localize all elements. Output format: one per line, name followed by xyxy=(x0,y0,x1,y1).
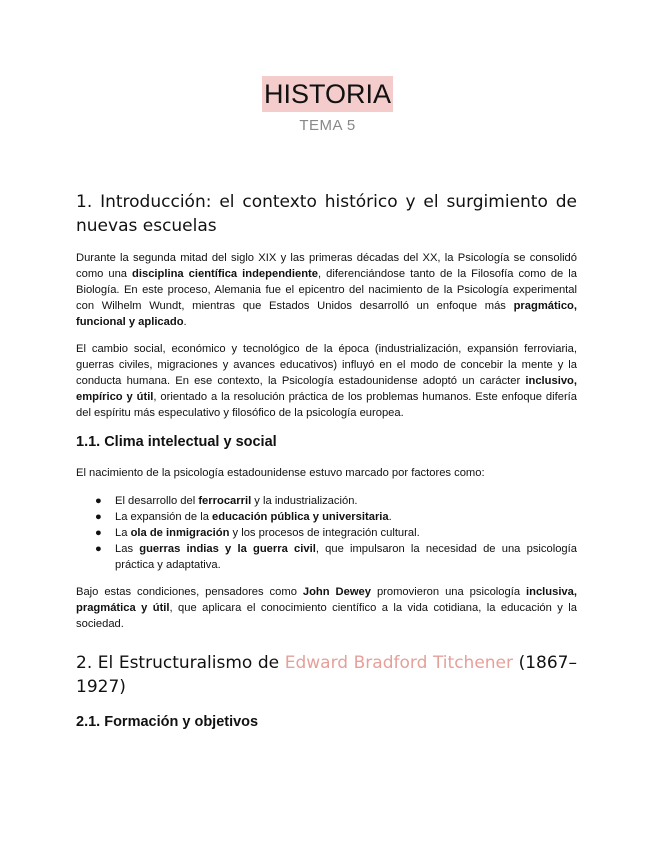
list-item-text: y los procesos de integración cultural. xyxy=(229,527,420,539)
bullet-icon: ● xyxy=(95,543,102,555)
p1-text-a: Durante la segunda mitad del siglo XIX y las primeras décadas del XX, la Psicología se consolidó como una xyxy=(76,252,577,280)
p1-text-b: , diferenciándose tanto de la Filosofía como de la Biología. En este proceso, Alemania fue el epicentro del nacimiento de la Psicología experimental con Wilhelm Wundt, mientras que Estados Unidos desarrolló un enfoque más xyxy=(76,268,577,312)
p2-bold-a: inclusivo, empírico y útil xyxy=(76,375,577,403)
list-item xyxy=(76,525,577,541)
title-wrapper xyxy=(0,76,655,112)
bullet-icon: ● xyxy=(95,495,102,507)
closing-text-a: Bajo estas condiciones, pensadores como xyxy=(76,586,303,598)
list-item-text: Las xyxy=(115,543,140,555)
section-2-heading-suffix: (1867–1927) xyxy=(76,653,577,697)
closing-text-c: , que aplicara el conocimiento científico a la vida cotidiana, la educación y la sociedad. xyxy=(76,602,578,630)
list-item-bold: guerras indias y la guerra civil xyxy=(139,543,316,555)
section-1-heading: 1. Introducción: el contexto histórico y el surgimiento de nuevas escuelas xyxy=(76,192,577,236)
section-2-heading-prefix: 2. El Estructuralismo de xyxy=(76,653,285,673)
section-1-1-intro: El nacimiento de la psicología estadounidense estuvo marcado por factores como: xyxy=(76,467,485,479)
list-item-text: La expansión de la xyxy=(115,511,213,523)
factors-list xyxy=(76,493,577,573)
list-item-bold: ola de inmigración xyxy=(130,527,230,539)
list-item-text: , que impulsaron la necesidad de una psicología práctica y adaptativa. xyxy=(115,543,577,571)
section-2-heading-name: Edward Bradford Titchener xyxy=(284,653,514,673)
bullet-icon: ● xyxy=(95,511,102,523)
list-item-text: . xyxy=(388,511,392,523)
p1-bold-b: pragmático, funcional y aplicado xyxy=(76,300,577,328)
section-2-heading xyxy=(76,651,577,699)
page-subtitle: TEMA 5 xyxy=(299,117,356,134)
list-item xyxy=(76,493,577,509)
list-item xyxy=(76,541,577,573)
list-item-text: La xyxy=(115,527,131,539)
p1-text-c: . xyxy=(183,316,187,328)
list-item-bold: ferrocarril xyxy=(198,495,252,507)
p2-text-a: El cambio social, económico y tecnológico de la época (industrialización, expansión ferroviaria, guerras civiles, migraciones y avances educativos) influyó en el modo de concebir la mente y la conducta humana. En ese contexto, la Psicología estadounidense adoptó un carácter xyxy=(76,343,577,387)
section-1-1-closing xyxy=(76,584,577,632)
closing-bold-b: inclusiva, pragmática y útil xyxy=(76,586,577,614)
bullet-icon: ● xyxy=(95,527,102,539)
list-item-text: y la industrialización. xyxy=(251,495,358,507)
list-item-text: El desarrollo del xyxy=(115,495,199,507)
p2-text-b: , orientado a la resolución práctica de los problemas humanos. Este enfoque difería del espíritu más especulativo y filosófico de la psicología europea. xyxy=(76,391,578,419)
p1-bold-a: disciplina científica independiente xyxy=(132,268,318,280)
closing-bold-a: John Dewey xyxy=(302,586,371,598)
closing-text-b: promovieron una psicología xyxy=(371,586,526,598)
section-1-paragraph-2 xyxy=(76,341,577,421)
list-item-bold: educación pública y universitaria xyxy=(212,511,389,523)
list-item xyxy=(76,509,577,525)
page-title: HISTORIA xyxy=(262,76,393,112)
section-1-1-heading: 1.1. Clima intelectual y social xyxy=(76,434,277,450)
section-1-paragraph-1 xyxy=(76,250,577,330)
section-2-1-heading: 2.1. Formación y objetivos xyxy=(76,714,259,730)
